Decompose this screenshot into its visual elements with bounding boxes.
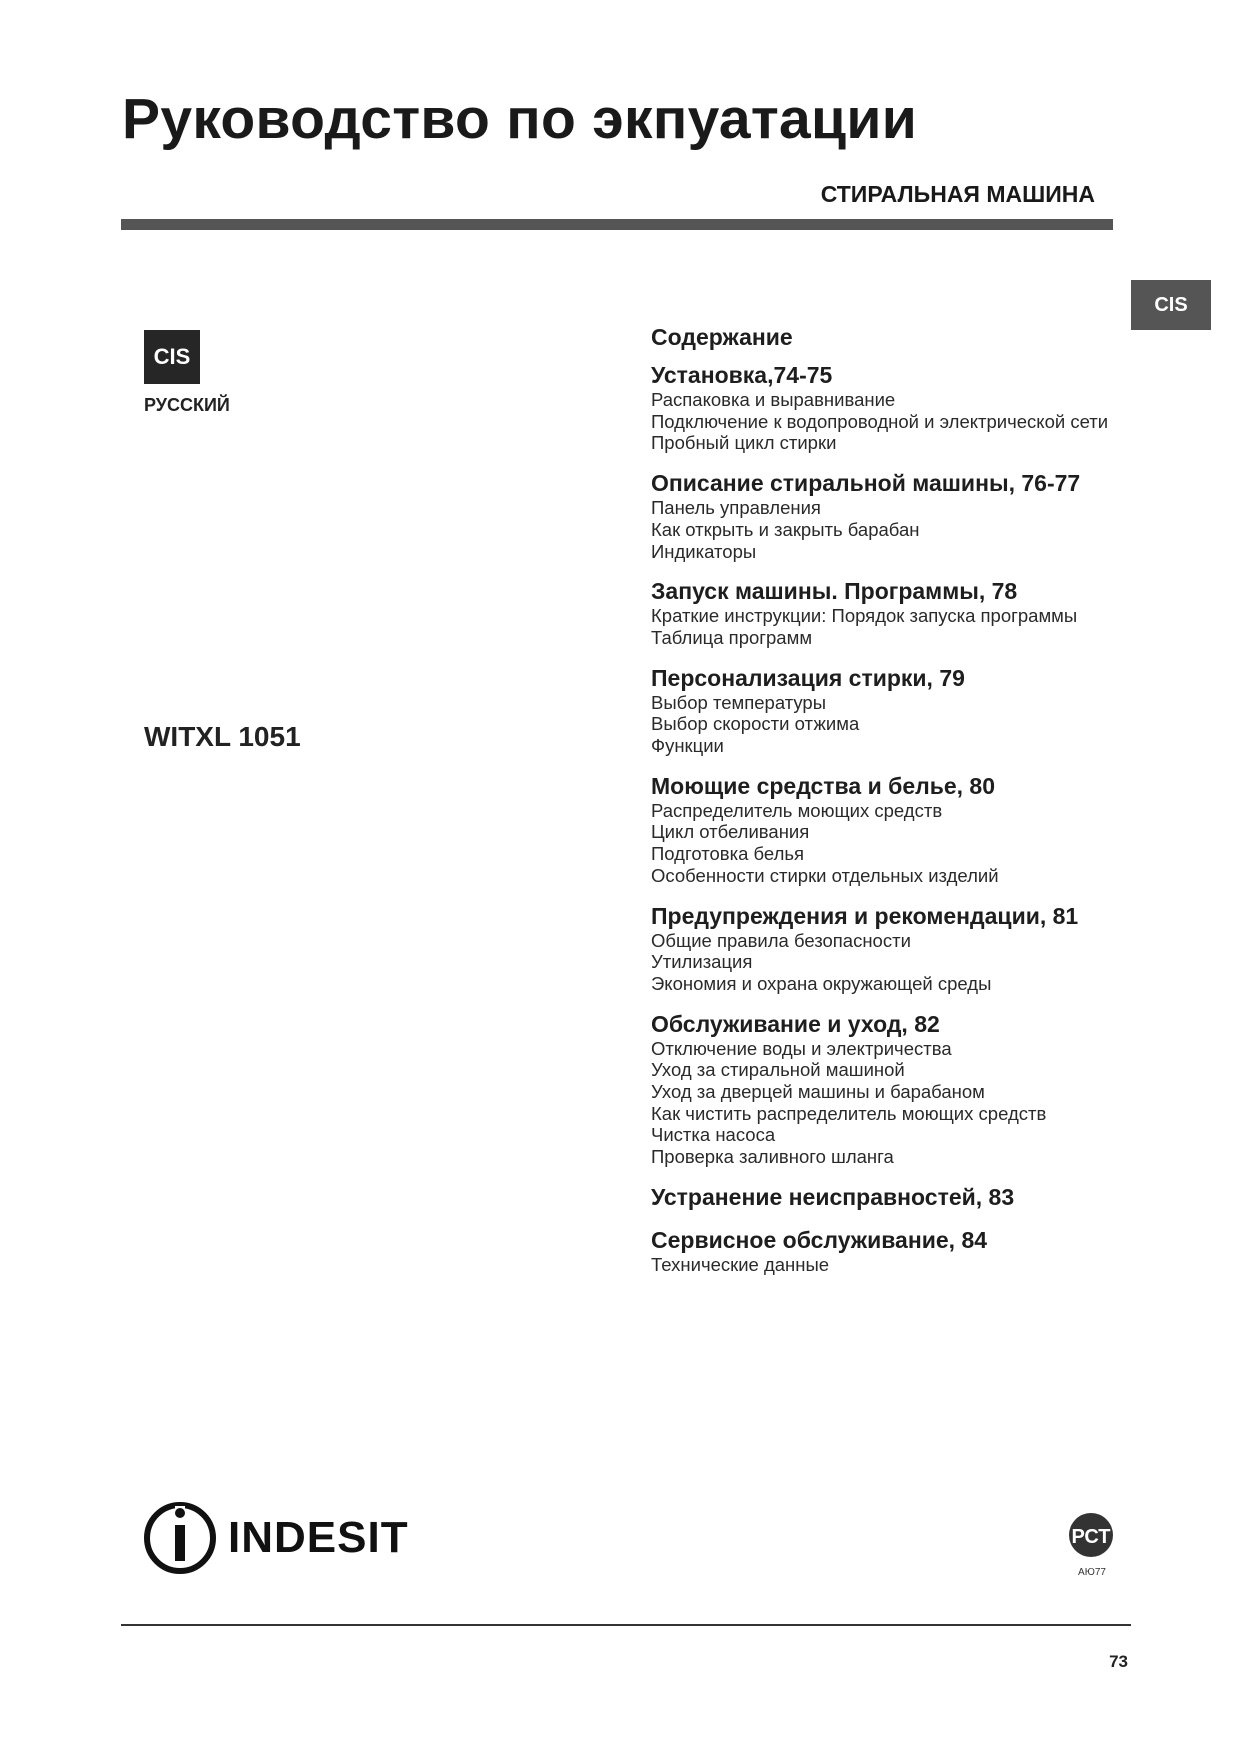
toc-item: Подключение к водопроводной и электрической сети xyxy=(651,410,1109,432)
toc-section xyxy=(651,1226,1171,1276)
toc-item: Распаковка и выравнивание xyxy=(651,389,896,410)
certification-mark-text: РСТ xyxy=(1071,1526,1111,1548)
language-label: РУССКИЙ xyxy=(144,395,230,415)
toc-item: Особенности стирки отдельных изделий xyxy=(651,864,999,886)
toc-item: Отключение воды и электричества xyxy=(651,1037,952,1059)
toc-item: Как открыть и закрыть барабан xyxy=(651,518,920,540)
page-title: Руководство по экпуатации xyxy=(122,87,918,151)
toc-section xyxy=(651,469,1171,562)
language-badge: CIS xyxy=(144,330,200,384)
toc-item: Чистка насоса xyxy=(651,1124,776,1146)
toc-item: Общие правила безопасности xyxy=(651,929,911,951)
toc-section xyxy=(651,902,1171,995)
toc-item: Утилизация xyxy=(651,951,753,973)
toc-section-heading: Моющие средства и белье, 80 xyxy=(651,772,996,799)
toc-item: Проверка заливного шланга xyxy=(651,1146,894,1168)
toc-item: Подготовка белья xyxy=(651,843,805,865)
toc-section xyxy=(651,1010,1171,1168)
brand-logo xyxy=(142,1500,409,1576)
toc-section xyxy=(651,361,1171,454)
indesit-power-i-icon xyxy=(142,1500,218,1576)
toc-section-heading: Установка,74-75 xyxy=(651,362,833,388)
toc-item: Цикл отбеливания xyxy=(651,821,810,843)
toc-section-heading: Устранение неисправностей, 83 xyxy=(651,1183,1015,1210)
toc-section xyxy=(651,577,1171,648)
toc-section xyxy=(651,664,1171,757)
toc-section-heading: Персонализация стирки, 79 xyxy=(651,664,965,691)
certification-code: АЮ77 xyxy=(1078,1567,1106,1578)
toc-item: Индикаторы xyxy=(651,540,757,562)
toc-item: Уход за стиральной машиной xyxy=(651,1059,905,1081)
toc-section-heading: Описание стиральной машины, 76-77 xyxy=(651,470,1081,497)
toc-item: Выбор скорости отжима xyxy=(651,713,860,735)
toc-section-heading: Обслуживание и уход, 82 xyxy=(651,1010,940,1037)
footer-rule xyxy=(121,1624,1131,1626)
rst-certification-icon xyxy=(1057,1510,1127,1560)
toc-item: Краткие инструкции: Порядок запуска программы xyxy=(651,605,1078,627)
toc-section-heading: Сервисное обслуживание, 84 xyxy=(651,1226,988,1253)
toc-item: Панель управления xyxy=(651,497,821,519)
toc-item: Пробный цикл стирки xyxy=(651,432,837,454)
toc-section-heading: Запуск машины. Программы, 78 xyxy=(651,578,1018,605)
header-rule xyxy=(121,219,1113,230)
language-tab: CIS xyxy=(1131,280,1211,330)
toc-item: Как чистить распределитель моющих средств xyxy=(651,1102,1047,1124)
toc-sections xyxy=(651,361,1171,1276)
toc-item: Экономия и охрана окружающей среды xyxy=(651,972,992,994)
toc-item: Выбор температуры xyxy=(651,691,827,713)
toc-item: Распределитель моющих средств xyxy=(651,799,943,821)
toc-section xyxy=(651,772,1171,887)
certification-mark xyxy=(1057,1510,1127,1578)
toc-section xyxy=(651,1183,1171,1211)
page-subtitle: СТИРАЛЬНАЯ МАШИНА xyxy=(820,181,1095,207)
page-number: 73 xyxy=(1109,1652,1128,1671)
model-name: WITXL 1051 xyxy=(144,721,301,752)
toc-section-heading: Предупреждения и рекомендации, 81 xyxy=(651,902,1079,929)
table-of-contents xyxy=(651,320,1171,1291)
toc-item: Уход за дверцей машины и барабаном xyxy=(651,1081,985,1103)
toc-item: Технические данные xyxy=(651,1253,830,1275)
toc-title: Содержание xyxy=(651,324,793,350)
brand-name: INDESIT xyxy=(228,1513,409,1562)
toc-item: Функции xyxy=(651,735,724,757)
toc-item: Таблица программ xyxy=(651,626,813,648)
